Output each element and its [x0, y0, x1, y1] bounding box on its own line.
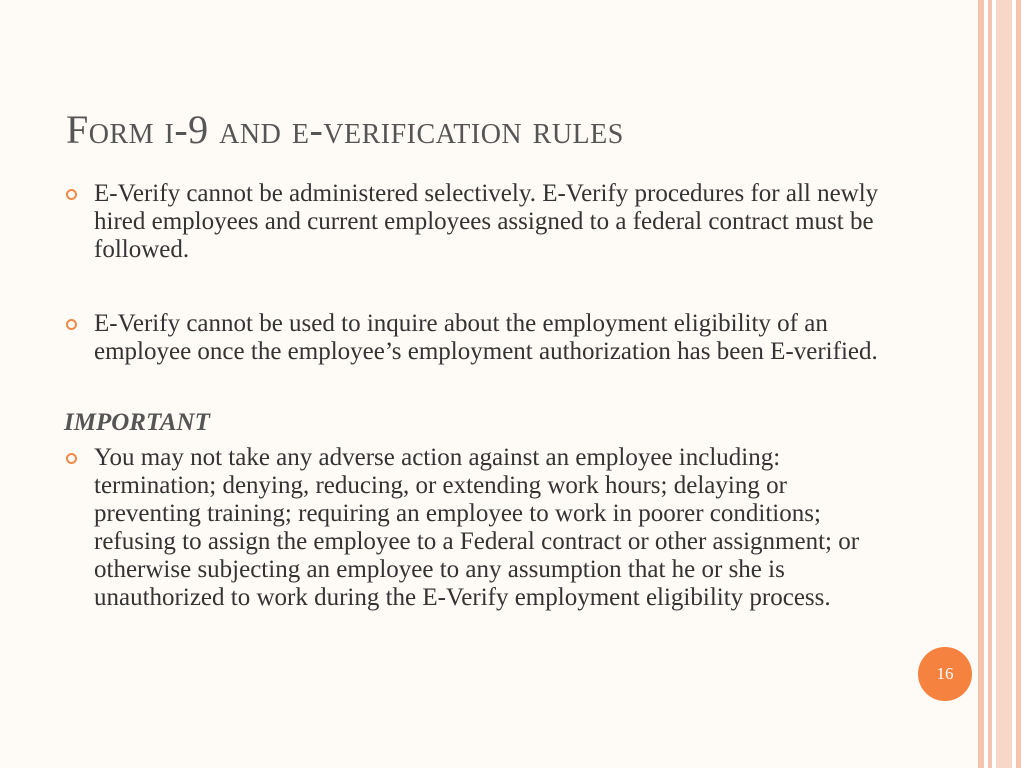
circle-bullet-icon: [66, 319, 77, 330]
bullet-text: You may not take any adverse action against an employee including: termination; denying, reducing, or extending work hours; delaying or preventing training; requiring an employee to work in poorer conditions; refusing to assign the employee to a Federal contract or other assignment; or otherwise subjecting an employee to any assumption that he or she is unauthorized to work during the E-Verify employment eligibility process.: [94, 444, 860, 611]
bullet-item: [64, 180, 884, 264]
border-stripe: [988, 0, 992, 768]
bullet-item: [64, 444, 884, 612]
decorative-right-border: [978, 0, 1024, 768]
important-heading: IMPORTANT: [64, 409, 210, 436]
circle-bullet-icon: [66, 453, 77, 464]
spacer: [64, 264, 884, 310]
bullet-item: [64, 310, 884, 366]
page-number: 16: [936, 664, 954, 683]
slide-content: [64, 180, 884, 612]
bullet-text: E-Verify cannot be used to inquire about the employment eligibility of an employee once the employee’s employment authorization has been E-verified.: [94, 310, 878, 365]
circle-bullet-icon: [66, 189, 77, 200]
page-number-badge: [918, 647, 972, 701]
border-stripe: [996, 0, 1012, 768]
spacer: [64, 366, 884, 408]
border-stripe: [1016, 0, 1021, 768]
slide-title: Form i-9 and e-verification rules: [66, 107, 624, 152]
bullet-text: E-Verify cannot be administered selectively. E-Verify procedures for all newly hired employees and current employees assigned to a federal contract must be followed.: [94, 180, 879, 263]
border-stripe: [978, 0, 984, 768]
